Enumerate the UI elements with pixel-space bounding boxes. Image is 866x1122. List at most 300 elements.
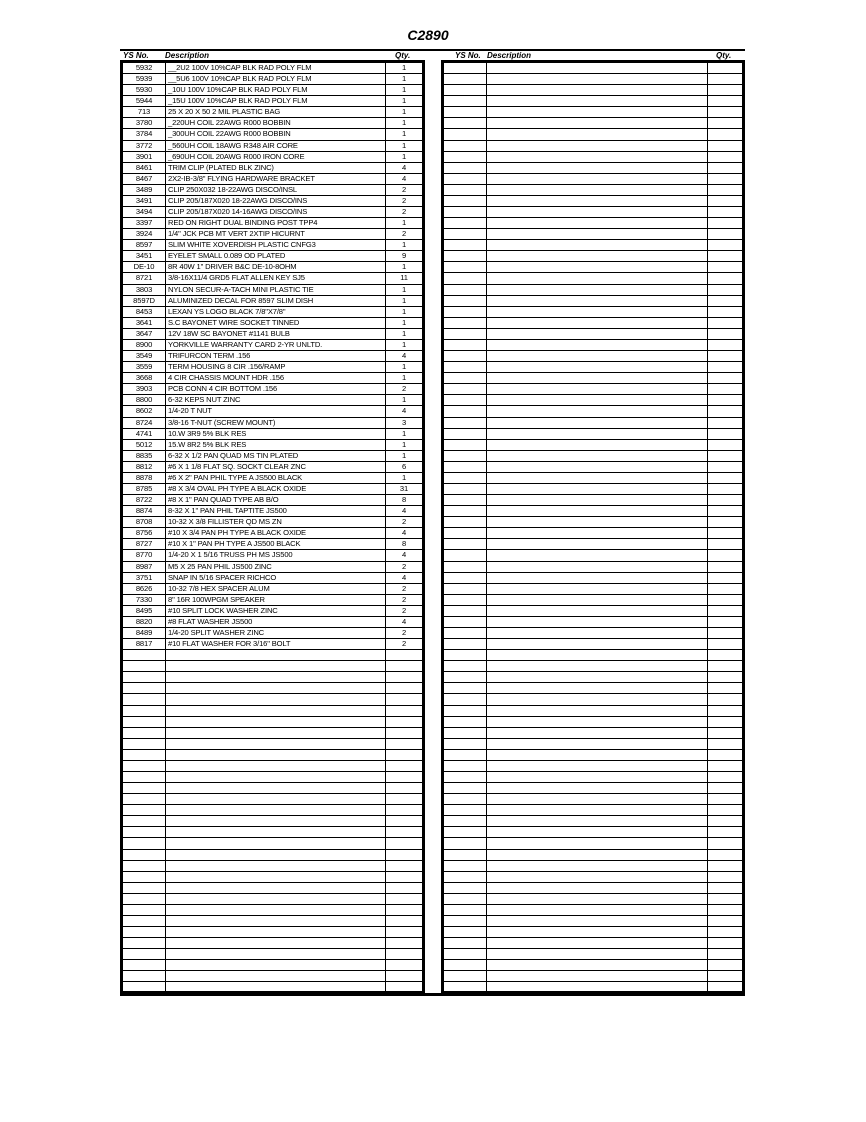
- qty-cell: [386, 739, 422, 749]
- description-cell: [487, 418, 708, 428]
- ys-no-cell: 3784: [123, 129, 166, 139]
- ys-no-cell: [444, 229, 487, 239]
- qty-cell: 4: [401, 162, 407, 172]
- ys-no-cell: [444, 573, 487, 583]
- table-bottom-rule: [120, 993, 745, 996]
- ys-no-cell: [444, 207, 487, 217]
- description-cell: [487, 683, 708, 693]
- table-row: [123, 816, 422, 827]
- description-cell: [487, 251, 708, 261]
- qty-cell: 1: [401, 63, 407, 72]
- qty-cell: [708, 229, 742, 239]
- description-cell: [487, 185, 708, 195]
- description-cell: [487, 960, 708, 970]
- description-cell: [166, 827, 386, 837]
- description-cell: [487, 318, 708, 328]
- table-row: [123, 240, 422, 251]
- table-row: [123, 384, 422, 395]
- ys-no-cell: 8626: [123, 584, 166, 594]
- ys-no-cell: [444, 63, 487, 73]
- qty-cell: [708, 550, 742, 560]
- table-row: [123, 606, 422, 617]
- ys-no-cell: [123, 905, 166, 915]
- table-row: [444, 739, 742, 750]
- description-cell: [166, 905, 386, 915]
- description-cell: [487, 805, 708, 815]
- description-cell: #10 FLAT WASHER FOR 3/16" BOLT: [166, 639, 386, 649]
- qty-cell: [708, 960, 742, 970]
- ys-no-cell: 3751: [123, 573, 166, 583]
- qty-cell: [708, 129, 742, 139]
- table-row: [123, 107, 422, 118]
- table-row: [123, 207, 422, 218]
- table-row: [123, 129, 422, 140]
- description-cell: ALUMINIZED DECAL FOR 8597 SLIM DISH: [166, 296, 386, 306]
- table-row: [444, 262, 742, 273]
- qty-cell: [708, 816, 742, 826]
- description-cell: [487, 218, 708, 228]
- qty-cell: [708, 639, 742, 649]
- ys-no-cell: [123, 982, 166, 993]
- table-row: [123, 163, 422, 174]
- qty-cell: [708, 240, 742, 250]
- qty-cell: [708, 739, 742, 749]
- qty-cell: 4: [401, 550, 407, 560]
- ys-no-cell: 3903: [123, 384, 166, 394]
- table-row: [444, 462, 742, 473]
- description-cell: [487, 783, 708, 793]
- qty-cell: 6: [401, 461, 407, 471]
- description-cell: [487, 550, 708, 560]
- description-cell: M5 X 25 PAN PHIL JS500 ZINC: [166, 562, 386, 572]
- ys-no-cell: [444, 816, 487, 826]
- table-row: [123, 717, 422, 728]
- qty-cell: [708, 373, 742, 383]
- description-cell: #8 X 1" PAN QUAD TYPE AB B/O: [166, 495, 386, 505]
- table-row: [123, 617, 422, 628]
- description-cell: [487, 595, 708, 605]
- table-row: [444, 229, 742, 240]
- table-row: [444, 351, 742, 362]
- qty-cell: [708, 861, 742, 871]
- description-cell: [166, 694, 386, 704]
- left-parts-table: [120, 60, 425, 994]
- description-cell: [487, 96, 708, 106]
- qty-cell: [708, 196, 742, 206]
- description-cell: _690UH COIL 20AWG R000 IRON CORE: [166, 152, 386, 162]
- ys-no-cell: [444, 196, 487, 206]
- qty-cell: [386, 805, 422, 815]
- description-cell: [487, 63, 708, 73]
- right-parts-table: [441, 60, 745, 994]
- table-row: [444, 418, 742, 429]
- ys-no-cell: [123, 838, 166, 848]
- qty-cell: 9: [401, 251, 407, 261]
- description-cell: [166, 683, 386, 693]
- table-row: [123, 340, 422, 351]
- qty-cell: [708, 883, 742, 893]
- ys-no-cell: [444, 838, 487, 848]
- ys-no-cell: [444, 617, 487, 627]
- qty-cell: [708, 539, 742, 549]
- ys-no-cell: [123, 827, 166, 837]
- qty-cell: 2: [401, 229, 407, 239]
- description-cell: [487, 229, 708, 239]
- description-cell: [166, 916, 386, 926]
- qty-cell: 1: [401, 96, 407, 106]
- ys-no-cell: [444, 351, 487, 361]
- table-row: [123, 960, 422, 971]
- qty-cell: [708, 296, 742, 306]
- ys-no-cell: 8453: [123, 307, 166, 317]
- table-row: [444, 74, 742, 85]
- qty-cell: 1: [401, 373, 407, 383]
- description-cell: [487, 74, 708, 84]
- table-row: [444, 805, 742, 816]
- description-cell: [166, 838, 386, 848]
- description-cell: [487, 207, 708, 217]
- table-row: [444, 717, 742, 728]
- qty-cell: 1: [401, 129, 407, 139]
- ys-no-cell: 8597D: [123, 296, 166, 306]
- ys-no-cell: [444, 373, 487, 383]
- right-header-description: Description: [487, 51, 532, 60]
- description-cell: SNAP IN 5/16 SPACER RICHCO: [166, 573, 386, 583]
- ys-no-cell: [444, 706, 487, 716]
- qty-cell: 4: [401, 173, 407, 183]
- qty-cell: 2: [401, 184, 407, 194]
- qty-cell: [708, 850, 742, 860]
- table-row: [444, 916, 742, 927]
- description-cell: [487, 307, 708, 317]
- left-header-ys-no: YS No.: [123, 51, 149, 60]
- table-row: [444, 905, 742, 916]
- description-cell: [487, 905, 708, 915]
- description-cell: CLIP 205/187X020 14-16AWG DISCO/INS: [166, 207, 386, 217]
- ys-no-cell: [444, 794, 487, 804]
- description-cell: [166, 739, 386, 749]
- ys-no-cell: 713: [123, 107, 166, 117]
- ys-no-cell: 4741: [123, 429, 166, 439]
- qty-cell: 1: [401, 428, 407, 438]
- table-row: [123, 728, 422, 739]
- table-row: [123, 938, 422, 949]
- table-row: [123, 63, 422, 74]
- table-row: [123, 639, 422, 650]
- description-cell: CLIP 205/187X020 18-22AWG DISCO/INS: [166, 196, 386, 206]
- ys-no-cell: 8900: [123, 340, 166, 350]
- description-cell: [487, 827, 708, 837]
- description-cell: _10U 100V 10%CAP BLK RAD POLY FLM: [166, 85, 386, 95]
- table-row: [123, 672, 422, 683]
- qty-cell: [708, 949, 742, 959]
- description-cell: [166, 938, 386, 948]
- qty-cell: [708, 661, 742, 671]
- ys-no-cell: [444, 739, 487, 749]
- description-cell: [166, 850, 386, 860]
- qty-cell: [708, 74, 742, 84]
- ys-no-cell: [444, 462, 487, 472]
- description-cell: [487, 484, 708, 494]
- qty-cell: [708, 628, 742, 638]
- qty-cell: [708, 484, 742, 494]
- qty-cell: 1: [401, 295, 407, 305]
- table-row: [444, 440, 742, 451]
- table-row: [123, 573, 422, 584]
- table-row: [123, 772, 422, 783]
- qty-cell: [708, 351, 742, 361]
- qty-cell: 4: [401, 528, 407, 538]
- qty-cell: [708, 894, 742, 904]
- table-row: [123, 761, 422, 772]
- description-cell: [166, 717, 386, 727]
- ys-no-cell: 3668: [123, 373, 166, 383]
- table-row: [123, 329, 422, 340]
- ys-no-cell: [444, 163, 487, 173]
- qty-cell: [386, 916, 422, 926]
- table-row: [444, 861, 742, 872]
- table-row: [444, 595, 742, 606]
- description-cell: 10-32 X 3/8 FILLISTER QD MS ZN: [166, 517, 386, 527]
- qty-cell: [708, 307, 742, 317]
- table-row: [123, 262, 422, 273]
- description-cell: [487, 861, 708, 871]
- qty-cell: [708, 107, 742, 117]
- qty-cell: [708, 395, 742, 405]
- description-cell: #6 X 1 1/8 FLAT SQ. SOCKT CLEAR ZNC: [166, 462, 386, 472]
- description-cell: [487, 273, 708, 283]
- table-row: [444, 562, 742, 573]
- description-cell: EYELET SMALL 0.089 OD PLATED: [166, 251, 386, 261]
- ys-no-cell: [123, 894, 166, 904]
- table-row: [444, 495, 742, 506]
- description-cell: TERM HOUSING 8 CIR .156/RAMP: [166, 362, 386, 372]
- table-row: [444, 971, 742, 982]
- table-row: [444, 174, 742, 185]
- document-title: C2890: [407, 27, 449, 43]
- table-row: [444, 694, 742, 705]
- table-row: [123, 971, 422, 982]
- ys-no-cell: 5930: [123, 85, 166, 95]
- qty-cell: [386, 728, 422, 738]
- description-cell: [166, 927, 386, 937]
- qty-cell: 1: [401, 240, 407, 250]
- table-row: [444, 362, 742, 373]
- qty-cell: 2: [401, 384, 407, 394]
- table-row: [444, 761, 742, 772]
- table-row: [444, 949, 742, 960]
- left-header-description: Description: [165, 51, 210, 60]
- ys-no-cell: [444, 240, 487, 250]
- ys-no-cell: [444, 528, 487, 538]
- qty-cell: [708, 440, 742, 450]
- qty-cell: [386, 982, 422, 993]
- qty-cell: 1: [401, 107, 407, 117]
- qty-cell: 1: [401, 317, 407, 327]
- table-row: [123, 949, 422, 960]
- description-cell: [487, 196, 708, 206]
- qty-cell: [708, 473, 742, 483]
- table-row: [444, 107, 742, 118]
- ys-no-cell: 3780: [123, 118, 166, 128]
- ys-no-cell: 3494: [123, 207, 166, 217]
- ys-no-cell: [444, 85, 487, 95]
- description-cell: [487, 85, 708, 95]
- qty-cell: [708, 728, 742, 738]
- ys-no-cell: [444, 440, 487, 450]
- description-cell: [487, 883, 708, 893]
- ys-no-cell: 8722: [123, 495, 166, 505]
- description-cell: [487, 772, 708, 782]
- table-row: [444, 196, 742, 207]
- description-cell: [487, 872, 708, 882]
- qty-cell: [386, 838, 422, 848]
- table-row: [123, 141, 422, 152]
- table-row: [444, 872, 742, 883]
- description-cell: [487, 916, 708, 926]
- table-row: [123, 495, 422, 506]
- qty-cell: [708, 606, 742, 616]
- qty-cell: [708, 562, 742, 572]
- ys-no-cell: 8785: [123, 484, 166, 494]
- description-cell: #10 SPLIT LOCK WASHER ZINC: [166, 606, 386, 616]
- ys-no-cell: [444, 916, 487, 926]
- description-cell: [487, 163, 708, 173]
- description-cell: 1/4-20 T NUT: [166, 406, 386, 416]
- table-row: [123, 96, 422, 107]
- qty-cell: [708, 418, 742, 428]
- ys-no-cell: [444, 949, 487, 959]
- description-cell: [487, 296, 708, 306]
- description-cell: [166, 706, 386, 716]
- table-row: [444, 384, 742, 395]
- ys-no-cell: 3559: [123, 362, 166, 372]
- ys-no-cell: 8708: [123, 517, 166, 527]
- description-cell: [487, 373, 708, 383]
- qty-cell: [708, 63, 742, 73]
- description-cell: [487, 949, 708, 959]
- table-row: [123, 285, 422, 296]
- ys-no-cell: [123, 694, 166, 704]
- ys-no-cell: [444, 74, 487, 84]
- table-row: [123, 440, 422, 451]
- description-cell: [166, 805, 386, 815]
- qty-cell: 4: [401, 351, 407, 361]
- description-cell: [487, 661, 708, 671]
- qty-cell: [708, 706, 742, 716]
- ys-no-cell: [123, 971, 166, 981]
- ys-no-cell: 8874: [123, 506, 166, 516]
- table-row: [444, 340, 742, 351]
- ys-no-cell: 8461: [123, 163, 166, 173]
- ys-no-cell: [444, 827, 487, 837]
- table-row: [123, 484, 422, 495]
- ys-no-cell: [444, 938, 487, 948]
- description-cell: [487, 340, 708, 350]
- qty-cell: 3: [401, 417, 407, 427]
- qty-cell: 2: [401, 561, 407, 571]
- description-cell: PCB CONN 4 CIR BOTTOM .156: [166, 384, 386, 394]
- table-row: [123, 827, 422, 838]
- table-row: [123, 429, 422, 440]
- table-row: [444, 152, 742, 163]
- ys-no-cell: 8602: [123, 406, 166, 416]
- table-row: [444, 528, 742, 539]
- ys-no-cell: [444, 672, 487, 682]
- table-row: [123, 850, 422, 861]
- table-row: [123, 517, 422, 528]
- description-cell: [487, 971, 708, 981]
- description-cell: S.C BAYONET WIRE SOCKET TINNED: [166, 318, 386, 328]
- qty-cell: [386, 694, 422, 704]
- description-cell: [166, 750, 386, 760]
- table-row: [444, 318, 742, 329]
- ys-no-cell: [123, 916, 166, 926]
- description-cell: [166, 960, 386, 970]
- qty-cell: [708, 152, 742, 162]
- qty-cell: [708, 573, 742, 583]
- qty-cell: 1: [401, 118, 407, 128]
- qty-cell: [386, 872, 422, 882]
- table-row: [444, 163, 742, 174]
- table-row: [123, 838, 422, 849]
- qty-cell: [708, 517, 742, 527]
- qty-cell: 1: [401, 140, 407, 150]
- qty-cell: [708, 772, 742, 782]
- qty-cell: [708, 916, 742, 926]
- qty-cell: [708, 872, 742, 882]
- table-row: [444, 517, 742, 528]
- ys-no-cell: [444, 329, 487, 339]
- table-row: [444, 207, 742, 218]
- qty-cell: [708, 683, 742, 693]
- qty-cell: [708, 528, 742, 538]
- qty-cell: [386, 794, 422, 804]
- table-row: [123, 872, 422, 883]
- qty-cell: [708, 174, 742, 184]
- ys-no-cell: [444, 107, 487, 117]
- qty-cell: 1: [401, 218, 407, 228]
- table-row: [444, 539, 742, 550]
- description-cell: 3/8-16X11/4 GRD5 FLAT ALLEN KEY SJ5: [166, 273, 386, 283]
- qty-cell: 1: [401, 450, 407, 460]
- qty-cell: [708, 794, 742, 804]
- left-header-qty: Qty.: [395, 51, 411, 60]
- table-row: [444, 628, 742, 639]
- qty-cell: 4: [401, 572, 407, 582]
- qty-cell: [386, 750, 422, 760]
- description-cell: [487, 406, 708, 416]
- description-cell: _300UH COIL 22AWG R000 BOBBIN: [166, 129, 386, 139]
- table-row: [123, 706, 422, 717]
- qty-cell: [386, 672, 422, 682]
- qty-cell: 2: [401, 207, 407, 217]
- ys-no-cell: [444, 429, 487, 439]
- ys-no-cell: 5012: [123, 440, 166, 450]
- ys-no-cell: [444, 152, 487, 162]
- description-cell: 4 CIR CHASSIS MOUNT HDR .156: [166, 373, 386, 383]
- qty-cell: 8: [401, 539, 407, 549]
- ys-no-cell: [444, 971, 487, 981]
- ys-no-cell: 3641: [123, 318, 166, 328]
- table-row: [444, 938, 742, 949]
- ys-no-cell: 8724: [123, 418, 166, 428]
- description-cell: [166, 661, 386, 671]
- table-row: [444, 816, 742, 827]
- qty-cell: 1: [401, 74, 407, 84]
- description-cell: #6 X 2" PAN PHIL TYPE A JS500 BLACK: [166, 473, 386, 483]
- table-row: [123, 750, 422, 761]
